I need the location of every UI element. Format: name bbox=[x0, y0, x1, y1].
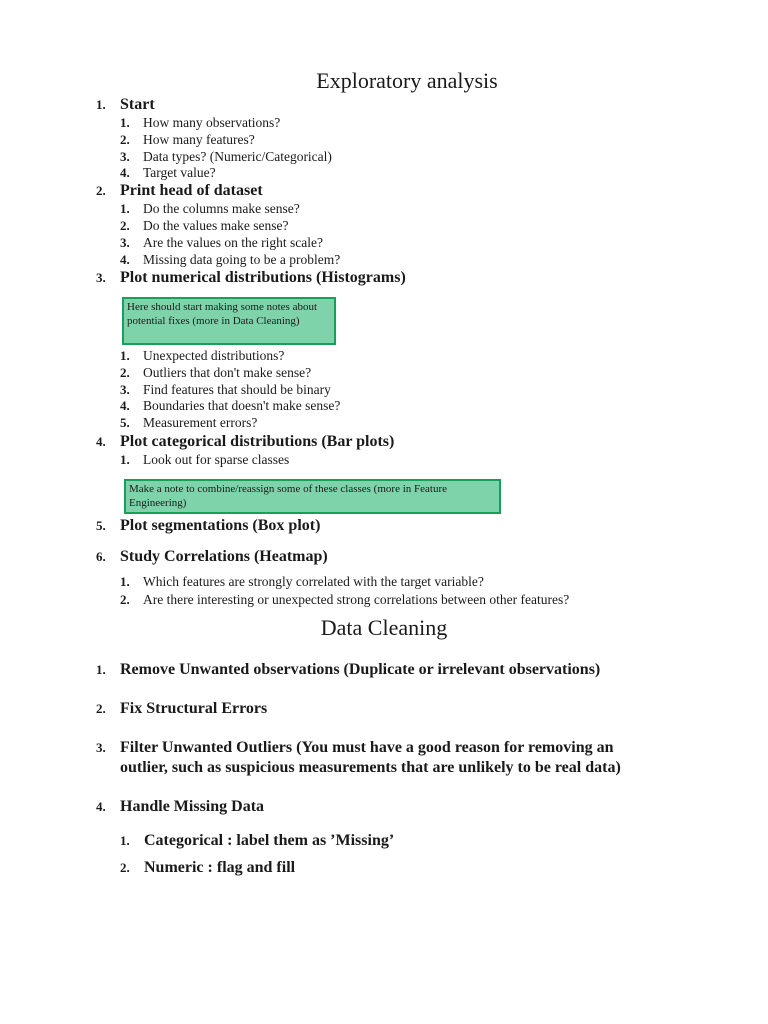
list-item: 1. Which features are strongly correlated with the target variable? bbox=[120, 574, 484, 589]
list-item: 2. Numeric : flag and fill bbox=[120, 859, 296, 876]
list-item: 2. Are there interesting or unexpected strong correlations between other features? bbox=[120, 592, 570, 607]
list-item: 1. Categorical : label them as ’Missing’ bbox=[120, 832, 395, 849]
section-heading: 3. Filter Unwanted Outliers (You must have a good reason for removing an bbox=[96, 739, 614, 756]
section-heading: 1. Start bbox=[96, 96, 155, 113]
list-item: 1. How many observations? bbox=[120, 115, 281, 130]
note-box: Here should start making some notes about potential fixes (more in Data Cleaning) bbox=[122, 297, 336, 345]
list-item: 4. Boundaries that doesn't make sense? bbox=[120, 398, 341, 413]
section-heading: 4. Plot categorical distributions (Bar plots) bbox=[96, 433, 395, 450]
list-item: 4. Missing data going to be a problem? bbox=[120, 252, 341, 267]
list-item: 2. Do the values make sense? bbox=[120, 218, 289, 233]
list-item: 1. Look out for sparse classes bbox=[120, 452, 290, 467]
list-item: 3. Data types? (Numeric/Categorical) bbox=[120, 149, 332, 164]
section-heading: 3. Plot numerical distributions (Histograms) bbox=[96, 269, 406, 286]
list-item: 1. Do the columns make sense? bbox=[120, 201, 300, 216]
section-heading: 2. Fix Structural Errors bbox=[96, 700, 268, 717]
section-heading: 2. Print head of dataset bbox=[96, 182, 263, 199]
section-heading: 4. Handle Missing Data bbox=[96, 798, 265, 815]
list-item: 2. How many features? bbox=[120, 132, 255, 147]
page-title: Exploratory analysis bbox=[316, 68, 498, 93]
section-heading: 5. Plot segmentations (Box plot) bbox=[96, 517, 321, 534]
list-item: 5. Measurement errors? bbox=[120, 415, 258, 430]
list-item: 3. Are the values on the right scale? bbox=[120, 235, 323, 250]
section-heading: 6. Study Correlations (Heatmap) bbox=[96, 548, 328, 565]
section-heading: 1. Remove Unwanted observations (Duplicate or irrelevant observations) bbox=[96, 661, 601, 678]
list-item: 2. Outliers that don't make sense? bbox=[120, 365, 312, 380]
list-item: 1. Unexpected distributions? bbox=[120, 348, 285, 363]
section-heading-continued: outlier, such as suspicious measurements that are unlikely to be real data) bbox=[120, 759, 621, 776]
list-item: 3. Find features that should be binary bbox=[120, 382, 331, 397]
section-title: Data Cleaning bbox=[320, 615, 448, 640]
list-item: 4. Target value? bbox=[120, 165, 216, 180]
note-box: Make a note to combine/reassign some of these classes (more in Feature Engineering) bbox=[124, 479, 501, 514]
